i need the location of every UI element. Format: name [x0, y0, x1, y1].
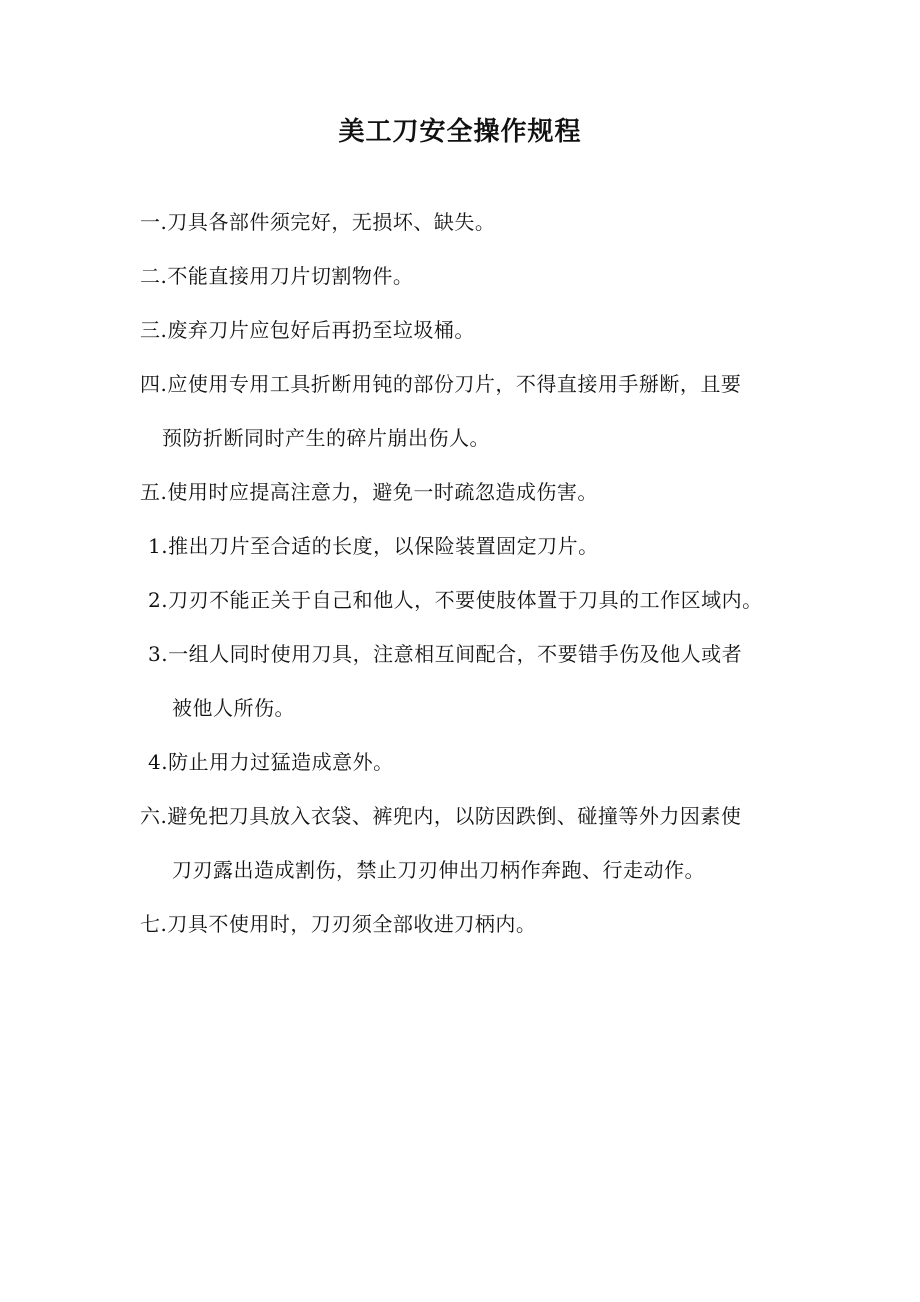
rule-line-2: 二.不能直接用刀片切割物件。 [140, 264, 414, 288]
rule-line-4-continued: 预防折断同时产生的碎片崩出伤人。 [162, 426, 490, 450]
rule-line-7: 七.刀具不使用时，刀刃须全部收进刀柄内。 [140, 912, 537, 936]
page-title: 美工刀安全操作规程 [338, 117, 582, 147]
rule-line-6: 六.避免把刀具放入衣袋、裤兜内，以防因跌倒、碰撞等外力因素使 [140, 804, 742, 828]
rule-line-4: 四.应使用专用工具折断用钝的部份刀片，不得直接用手掰断，且要 [140, 372, 742, 396]
sub-rule-line-3-continued: 被他人所伤。 [172, 696, 295, 720]
rule-line-3: 三.废弃刀片应包好后再扔至垃圾桶。 [140, 318, 475, 342]
rule-line-6-continued: 刀刃露出造成割伤，禁止刀刃伸出刀柄作奔跑、行走动作。 [172, 858, 705, 882]
sub-rule-line-1: 1.推出刀片至合适的长度，以保险装置固定刀片。 [148, 534, 599, 558]
sub-rule-line-2: 2.刀刃不能正关于自己和他人，不要使肢体置于刀具的工作区域内。 [148, 588, 763, 612]
sub-rule-line-3: 3.一组人同时使用刀具，注意相互间配合，不要错手伤及他人或者 [148, 642, 743, 666]
rule-line-1: 一.刀具各部件须完好，无损坏、缺失。 [140, 210, 496, 234]
rule-line-5: 五.使用时应提高注意力，避免一时疏忽造成伤害。 [140, 480, 598, 504]
sub-rule-line-4: 4.防止用力过猛造成意外。 [148, 750, 394, 774]
